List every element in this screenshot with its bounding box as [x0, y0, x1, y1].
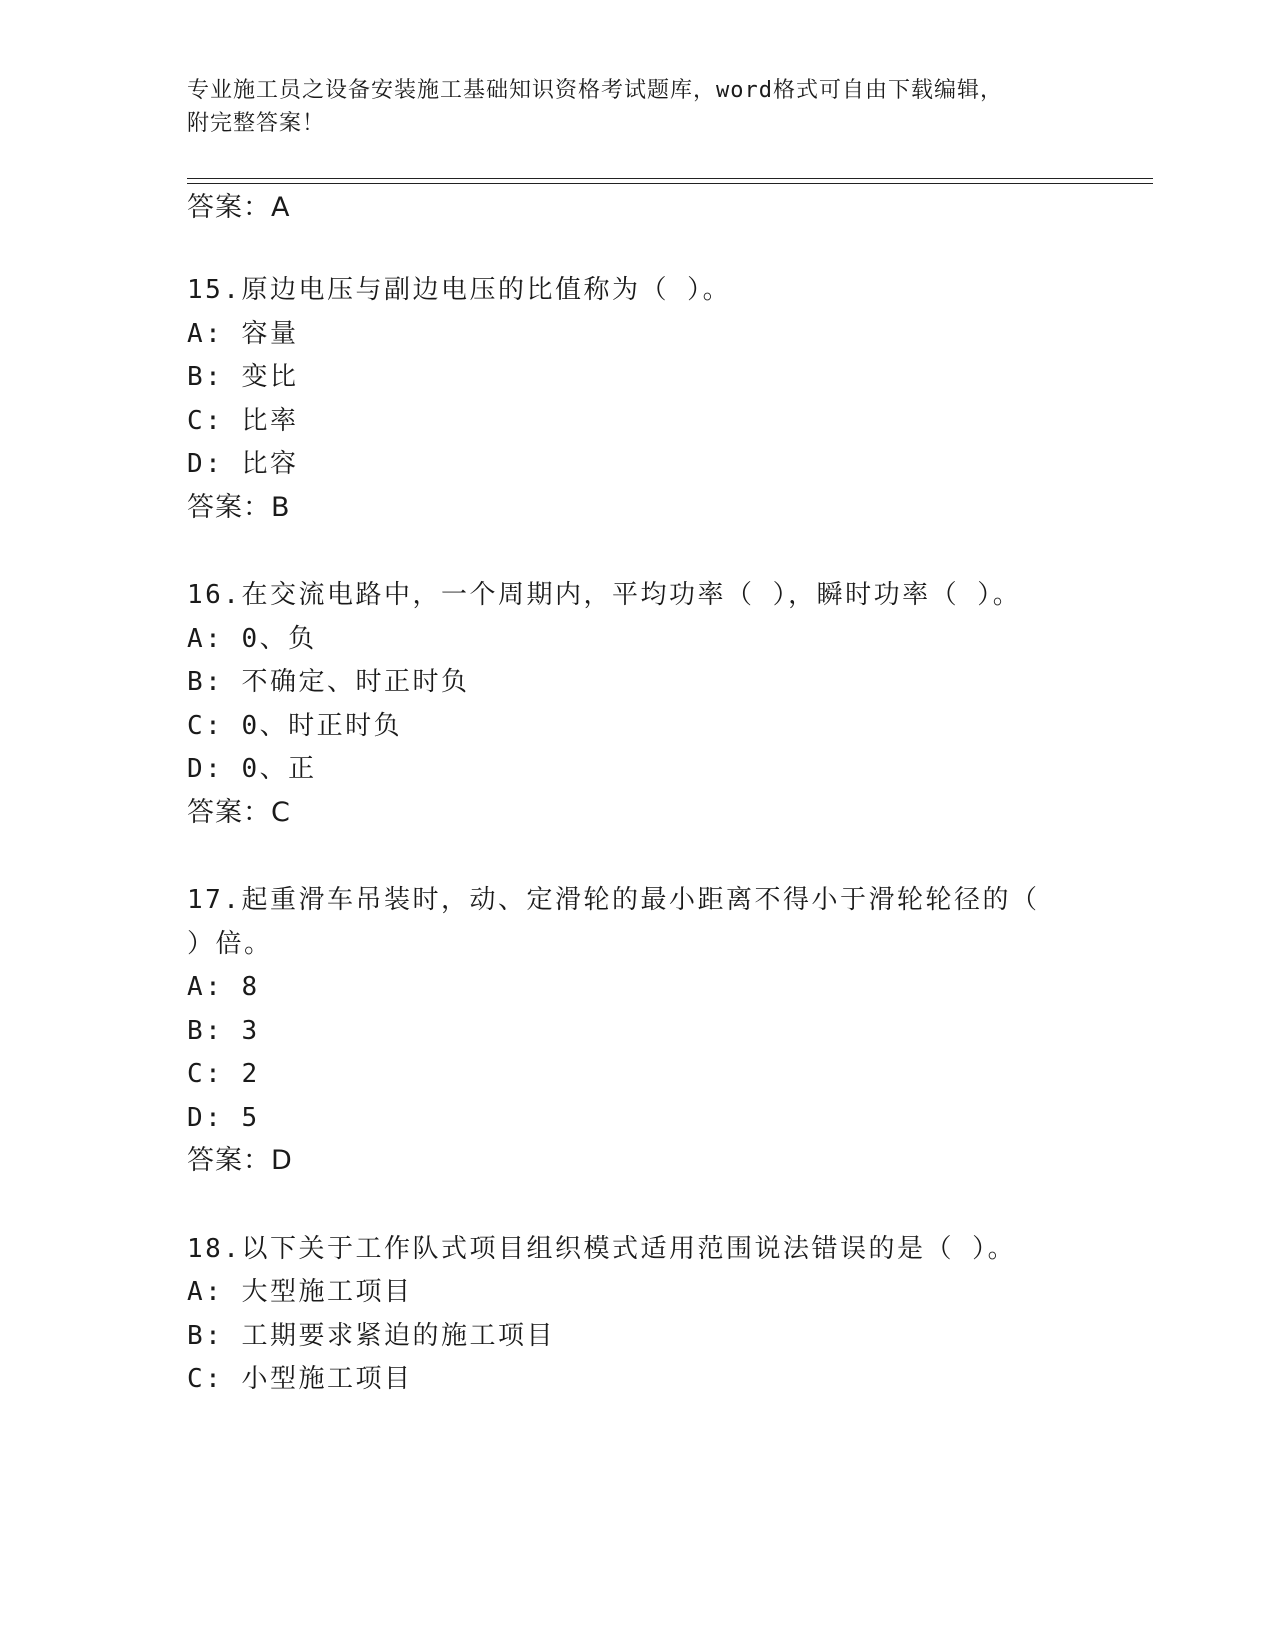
question-16-option-d: D: 0、正: [187, 754, 317, 784]
question-17-stem-line-1: 17.起重滑车吊装时，动、定滑轮的最小距离不得小于滑轮轮径的（: [187, 885, 1040, 915]
question-17-option-a: A: 8: [187, 972, 260, 1002]
question-15-option-b: B: 变比: [187, 362, 299, 392]
question-18-option-c: C: 小型施工项目: [187, 1364, 413, 1394]
question-16-option-c: C: 0、时正时负: [187, 711, 403, 741]
question-16-option-a: A: 0、负: [187, 624, 317, 654]
question-17-option-b: B: 3: [187, 1016, 260, 1046]
question-15-option-c: C: 比率: [187, 406, 299, 436]
header-line-2: 附完整答案！: [187, 111, 326, 136]
question-15-answer: 答案：B: [187, 492, 291, 523]
question-17-stem-line-2: ）倍。: [187, 929, 273, 959]
previous-answer: 答案：A: [187, 192, 291, 223]
question-18-option-b: B: 工期要求紧迫的施工项目: [187, 1321, 555, 1351]
question-16-answer: 答案：C: [187, 797, 291, 828]
header-rule-bottom: [187, 183, 1153, 184]
header-rule-top: [187, 178, 1153, 179]
question-18-stem: 18.以下关于工作队式项目组织模式适用范围说法错误的是（ ）。: [187, 1234, 1017, 1264]
question-17-option-c: C: 2: [187, 1059, 260, 1089]
question-15-option-a: A: 容量: [187, 319, 299, 349]
question-17-option-d: D: 5: [187, 1103, 260, 1133]
question-15-stem: 15.原边电压与副边电压的比值称为（ ）。: [187, 275, 732, 305]
question-15-option-d: D: 比容: [187, 449, 299, 479]
question-16-option-b: B: 不确定、时正时负: [187, 667, 470, 697]
question-18-option-a: A: 大型施工项目: [187, 1277, 413, 1307]
question-17-answer: 答案：D: [187, 1145, 293, 1176]
document-header: [187, 74, 1087, 140]
header-line-1: 专业施工员之设备安装施工基础知识资格考试题库，word格式可自由下载编辑，: [187, 78, 1003, 103]
question-16-stem: 16.在交流电路中，一个周期内，平均功率（ ），瞬时功率（ ）。: [187, 580, 1022, 610]
